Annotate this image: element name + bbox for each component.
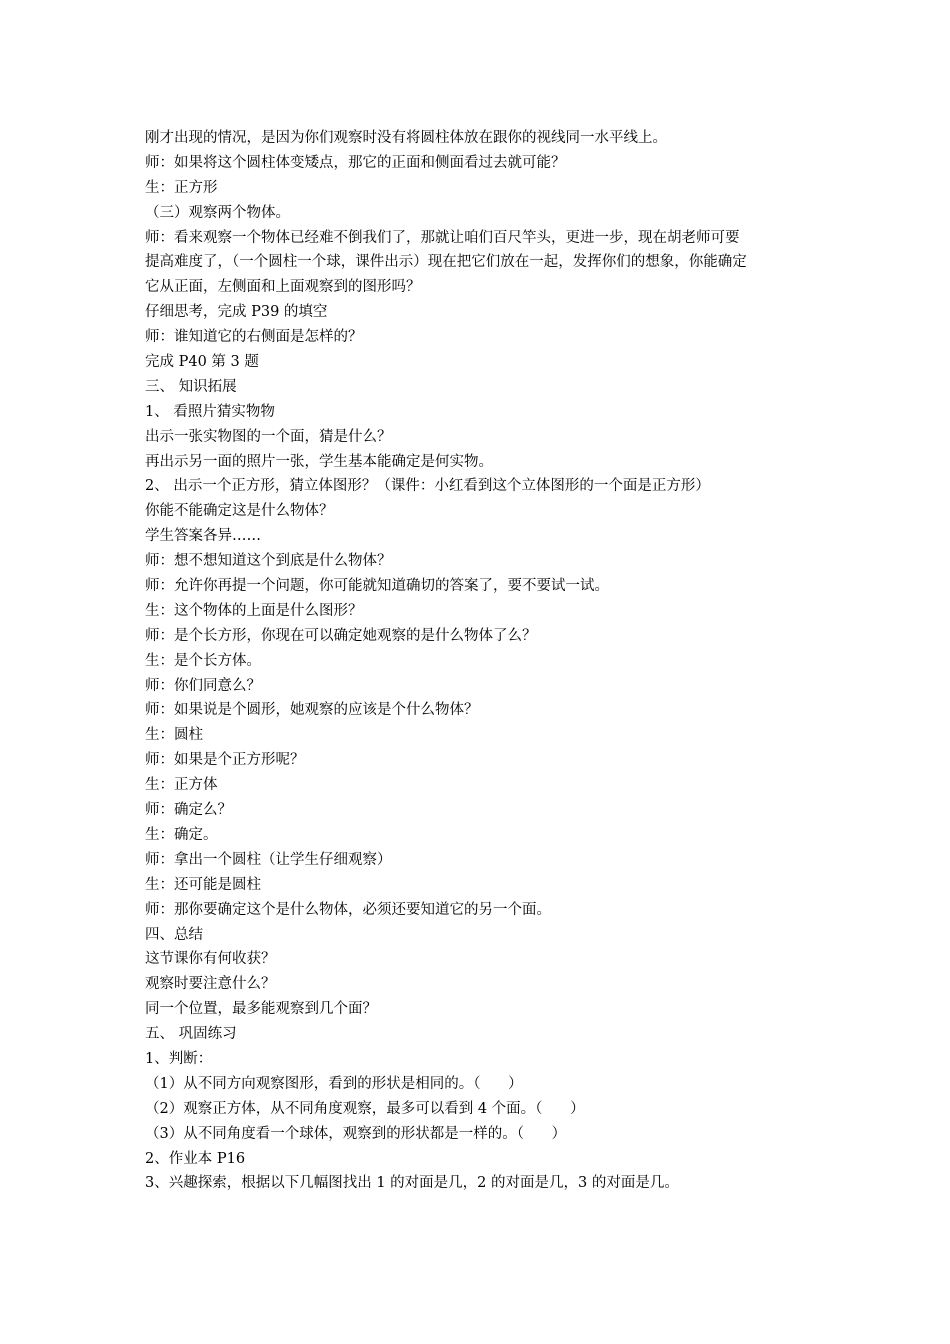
text-line: 1、判断： — [145, 1050, 213, 1067]
text-line: 生：正方形 — [145, 179, 218, 196]
text-line: 师：想不想知道这个到底是什么物体？ — [145, 553, 392, 570]
text-line: （2）观察正方体，从不同角度观察，最多可以看到 4 个面。（ ） — [145, 1100, 585, 1117]
text-line: 出示一张实物图的一个面，猜是什么？ — [145, 428, 392, 445]
text-line: 2、 出示一个正方形，猜立体图形？（课件：小红看到这个立体图形的一个面是正方形） — [145, 478, 710, 495]
text-line: 学生答案各异…… — [145, 528, 261, 545]
text-line: 你能不能确定这是什么物体？ — [145, 503, 334, 520]
text-line: 刚才出现的情况，是因为你们观察时没有将圆柱体放在跟你的视线同一水平线上。 — [145, 130, 667, 146]
section-heading: 五、 巩固练习 — [145, 1026, 237, 1043]
text-line: 提高难度了，（一个圆柱一个球，课件出示）现在把它们放在一起，发挥你们的想象，你能确定 — [145, 254, 747, 271]
text-line: 这节课你有何收获？ — [145, 951, 276, 968]
text-line: 2、作业本 P16 — [145, 1150, 246, 1167]
section-heading: 四、总结 — [145, 926, 203, 943]
text-line: 生：是个长方体。 — [145, 652, 261, 669]
text-line: 师：是个长方形，你现在可以确定她观察的是什么物体了么？ — [145, 627, 537, 644]
text-line: 师：确定么？ — [145, 802, 232, 819]
text-line: 生：确定。 — [145, 826, 218, 843]
text-line: 观察时要注意什么？ — [145, 976, 276, 993]
text-line: 生：还可能是圆柱 — [145, 876, 261, 893]
text-line: 再出示另一面的照片一张，学生基本能确定是何实物。 — [145, 453, 493, 470]
text-line: 师：谁知道它的右侧面是怎样的？ — [145, 329, 363, 346]
text-line: 师：拿出一个圆柱（让学生仔细观察） — [145, 851, 392, 868]
text-line: 它从正面，左侧面和上面观察到的图形吗？ — [145, 279, 421, 296]
text-line: （3）从不同角度看一个球体，观察到的形状都是一样的。（ ） — [145, 1125, 567, 1142]
text-line: （1）从不同方向观察图形，看到的形状是相同的。（ ） — [145, 1075, 523, 1092]
text-line: 生：正方体 — [145, 777, 218, 794]
text-line: 生：这个物体的上面是什么图形？ — [145, 602, 363, 619]
text-line: 师：如果是个正方形呢？ — [145, 752, 305, 769]
text-line: 师：看来观察一个物体已经难不倒我们了，那就让咱们百尺竿头，更进一步，现在胡老师可要 — [145, 229, 740, 246]
section-heading: 三、 知识拓展 — [145, 378, 237, 395]
text-line: 仔细思考，完成 P39 的填空 — [145, 304, 328, 321]
text-line: 同一个位置，最多能观察到几个面？ — [145, 1001, 377, 1018]
text-line: 师：如果说是个圆形，她观察的应该是个什么物体？ — [145, 702, 479, 719]
text-line: 完成 P40 第 3 题 — [145, 354, 259, 371]
document-body — [145, 126, 825, 1196]
text-line: 师：允许你再提一个问题，你可能就知道确切的答案了，要不要试一试。 — [145, 578, 609, 595]
text-line: 师：如果将这个圆柱体变矮点，那它的正面和侧面看过去就可能？ — [145, 154, 566, 171]
text-line: 3、兴趣探索，根据以下几幅图找出 1 的对面是几，2 的对面是几，3 的对面是几。 — [145, 1175, 679, 1192]
text-line: 师：你们同意么？ — [145, 677, 261, 694]
section-heading: （三）观察两个物体。 — [145, 204, 290, 221]
text-line: 1、 看照片猜实物物 — [145, 403, 275, 420]
text-line: 师：那你要确定这个是什么物体，必须还要知道它的另一个面。 — [145, 901, 551, 918]
text-line: 生：圆柱 — [145, 727, 203, 744]
